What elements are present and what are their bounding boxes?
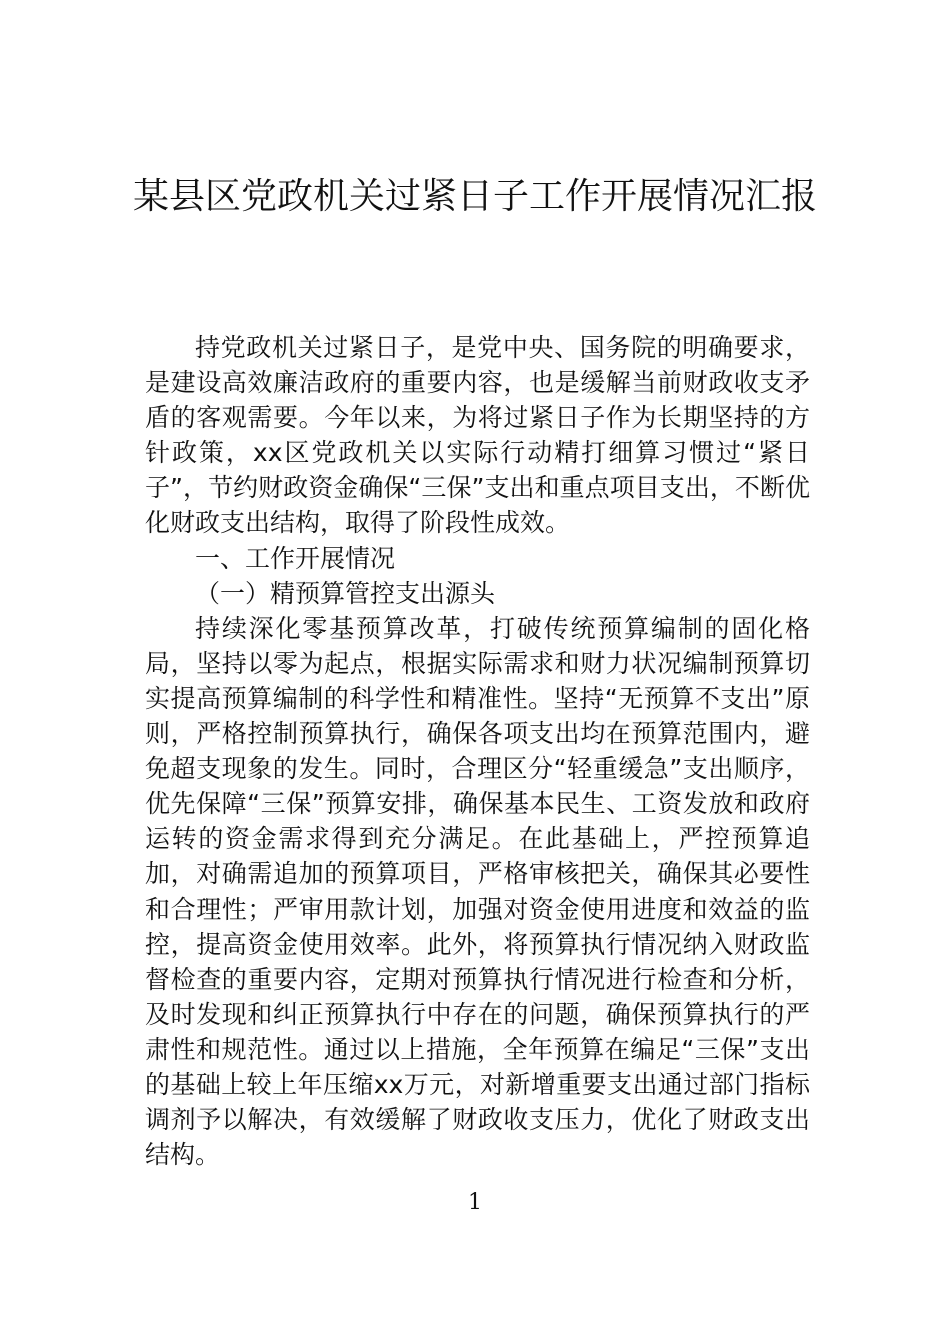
document-body — [145, 330, 810, 1172]
body-paragraph: 持续深化零基预算改革，打破传统预算编制的固化格局，坚持以零为起点，根据实际需求和财力状况编制预算切实提高预算编制的科学性和精准性。坚持“无预算不支出”原则，严格控制预算执行，确保各项支出均在预算范围内，避免超支现象的发生。同时，合理区分“轻重缓急”支出顺序，优先保障“三保”预算安排，确保基本民生、工资发放和政府运转的资金需求得到充分满足。在此基础上，严控预算追加，对确需追加的预算项目，严格审核把关，确保其必要性和合理性；严审用款计划，加强对资金使用进度和效益的监控，提高资金使用效率。此外，将预算执行情况纳入财政监督检查的重要内容，定期对预算执行情况进行检查和分析，及时发现和纠正预算执行中存在的问题，确保预算执行的严肃性和规范性。通过以上措施，全年预算在编足“三保”支出的基础上较上年压缩xx万元，对新增重要支出通过部门指标调剂予以解决，有效缓解了财政收支压力，优化了财政支出结构。 — [145, 613, 810, 1170]
page-number: 1 — [468, 1190, 482, 1215]
intro-paragraph: 持党政机关过紧日子，是党中央、国务院的明确要求，是建设高效廉洁政府的重要内容，也是缓解当前财政收支矛盾的客观需要。今年以来，为将过紧日子作为长期坚持的方针政策，xx区党政机关以实际行动精打细算习惯过“紧日子”，节约财政资金确保“三保”支出和重点项目支出，不断优化财政支出结构，取得了阶段性成效。 — [145, 333, 810, 538]
subsection-heading: （一）精预算管控支出源头 — [195, 578, 496, 608]
document-title: 某县区党政机关过紧日子工作开展情况汇报 — [132, 176, 817, 217]
section-heading: 一、工作开展情况 — [195, 543, 396, 573]
